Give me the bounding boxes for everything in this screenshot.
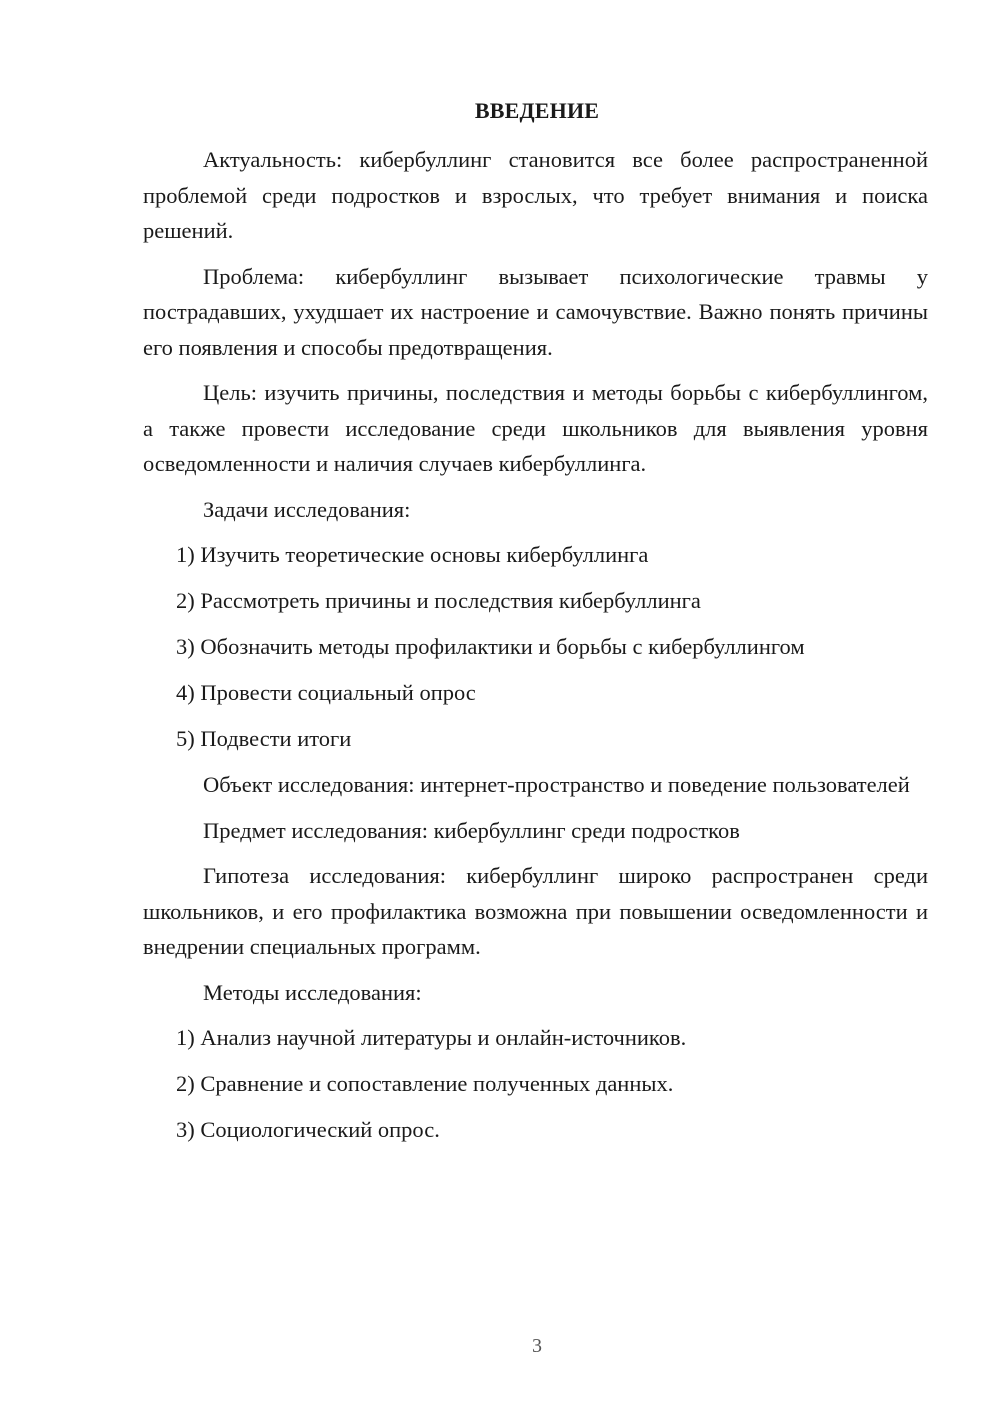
tasks-heading: Задачи исследования: — [203, 496, 411, 522]
relevance-paragraph: Актуальность: кибербуллинг становится все более распространенной проблемой среди подростков и взрослых, что требует внимания и поиска решений. — [143, 147, 928, 243]
methods-list — [143, 1020, 928, 1148]
list-item: 5) Подвести итоги — [176, 726, 352, 751]
list-item: 3) Обозначить методы профилактики и борьбы с кибербуллингом — [176, 634, 805, 659]
list-item: 1) Изучить теоретические основы кибербуллинга — [176, 542, 649, 567]
problem-paragraph: Проблема: кибербуллинг вызывает психологические травмы у пострадавших, ухудшает их настроение и самочувствие. Важно понять причины его появления и способы предотвращения. — [143, 263, 928, 360]
document-body — [143, 142, 928, 1158]
list-item: 3) Социологический опрос. — [176, 1117, 440, 1142]
hypothesis-paragraph: Гипотеза исследования: кибербуллинг широко распространен среди школьников, и его профилактика возможна при повышении осведомленности и внедрении специальных программ. — [143, 863, 928, 959]
object-paragraph: Объект исследования: интернет-пространство и поведение пользователей — [203, 772, 910, 797]
list-item: 1) Анализ научной литературы и онлайн-источников. — [176, 1025, 687, 1050]
page-number: 3 — [532, 1335, 542, 1357]
page-title: ВВЕДЕНИЕ — [474, 98, 600, 123]
tasks-list — [143, 537, 928, 757]
list-item: 2) Рассмотреть причины и последствия кибербуллинга — [176, 588, 701, 613]
list-item: 2) Сравнение и сопоставление полученных данных. — [176, 1071, 674, 1096]
list-item: 4) Провести социальный опрос — [176, 680, 476, 705]
goal-paragraph: Цель: изучить причины, последствия и методы борьбы с кибербуллингом, а также провести исследование среди школьников для выявления уровня осведомленности и наличия случаев кибербуллинга. — [143, 380, 928, 476]
methods-heading: Методы исследования: — [203, 979, 422, 1005]
subject-paragraph: Предмет исследования: кибербуллинг среди подростков — [203, 817, 740, 843]
